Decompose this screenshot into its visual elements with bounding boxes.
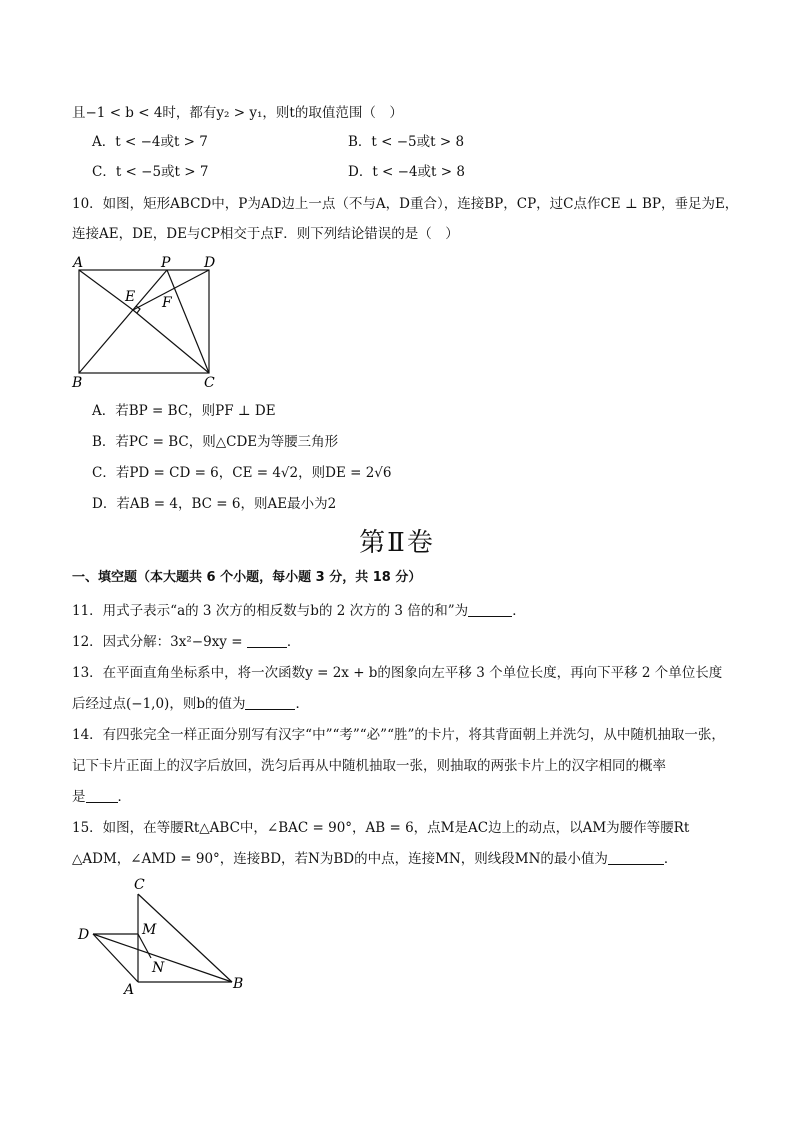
q13-line2	[72, 694, 309, 714]
q14-line2: 记下卡片正面上的汉字后放回，洗匀后再从中随机抽取一张，则抽取的两张卡片上的汉字相同的概率	[72, 758, 666, 774]
q9-option-b: B．t < −5或t > 8	[348, 134, 465, 150]
label-m: M	[142, 922, 157, 938]
label-b: B	[233, 976, 244, 992]
q10-stem-line1: 10．如图，矩形ABCD中，P为AD边上一点（不与A，D重合），连接BP，CP，过C点作CE ⊥ BP，垂足为E，	[72, 196, 739, 212]
q14-end: ．	[117, 789, 131, 805]
q14-line3	[72, 787, 131, 807]
segment-bp	[79, 270, 167, 373]
q12-answer-blank[interactable]	[247, 633, 287, 648]
q12-end: ．	[286, 634, 301, 650]
q14-text: 是	[72, 789, 86, 805]
label-d: D	[204, 255, 216, 271]
q15-line2	[72, 849, 677, 869]
q10-stem-line2: 连接AE，DE，DE与CP相交于点F．则下列结论错误的是（ ）	[72, 226, 459, 242]
label-e: E	[125, 289, 136, 305]
q10-option-b: B．若PC = BC，则△CDE为等腰三角形	[92, 434, 339, 450]
label-p: P	[161, 255, 171, 271]
label-c: C	[204, 375, 215, 391]
label-a: A	[73, 255, 84, 271]
segment-cp	[167, 270, 209, 373]
q10-figure-rectangle	[66, 252, 236, 392]
q14-answer-blank[interactable]	[86, 788, 118, 803]
label-n: N	[152, 960, 165, 976]
q13-end: ．	[295, 696, 309, 712]
q10-option-c: C．若PD = CD = 6，CE = 4√2，则DE = 2√6	[92, 465, 392, 481]
q15-line1: 15．如图，在等腰Rt△ABC中，∠BAC = 90°，AB = 6，点M是AC边上的动点，以AM为腰作等腰Rt	[72, 820, 690, 836]
q11	[72, 601, 526, 621]
label-a: A	[124, 982, 135, 997]
q9-stem: 且−1 < b < 4时，都有y₂ > y₁，则t的取值范围（ ）	[72, 105, 403, 121]
q9-option-d: D．t < −4或t > 8	[348, 164, 465, 180]
q15-end: ．	[663, 851, 678, 867]
q9-option-c: C．t < −5或t > 7	[92, 164, 209, 180]
section-heading: 一、填空题（本大题共 6 个小题，每小题 3 分，共 18 分）	[72, 570, 422, 585]
q12-text: 12．因式分解：3x²−9xy =	[72, 634, 243, 650]
q13-text: 后经过点(−1,0)，则b的值为	[72, 696, 246, 712]
label-f: F	[162, 295, 172, 311]
q10-option-a: A．若BP = BC，则PF ⊥ DE	[92, 403, 276, 419]
q13-line1: 13．在平面直角坐标系中，将一次函数y = 2x + b的图象向左平移 3 个单位长度，再向下平移 2 个单位长度	[72, 665, 723, 681]
section-title: 第Ⅱ卷	[359, 528, 435, 558]
q14-line1: 14．有四张完全一样正面分别写有汉字“中”“考”“必”“胜”的卡片，将其背面朝上并洗匀，从中随机抽取一张，	[72, 727, 725, 743]
q12	[72, 632, 300, 652]
q11-answer-blank[interactable]	[468, 602, 512, 617]
q13-answer-blank[interactable]	[245, 695, 295, 710]
label-b: B	[72, 375, 83, 391]
segment-ce	[133, 310, 209, 373]
q11-text: 11．用式子表示“a的 3 次方的相反数与b的 2 次方的 3 倍的和”为	[72, 603, 469, 619]
q10-option-d: D．若AB = 4，BC = 6，则AE最小为2	[92, 496, 337, 512]
label-d: D	[78, 927, 90, 943]
q15-answer-blank[interactable]	[608, 850, 664, 865]
q15-figure-triangle	[72, 872, 252, 997]
q9-option-a: A．t < −4或t > 7	[92, 134, 208, 150]
q11-end: ．	[512, 603, 526, 619]
label-c: C	[134, 877, 145, 893]
q15-text: △ADM，∠AMD = 90°，连接BD，若N为BD的中点，连接MN，则线段MN的最小值为	[72, 851, 608, 867]
